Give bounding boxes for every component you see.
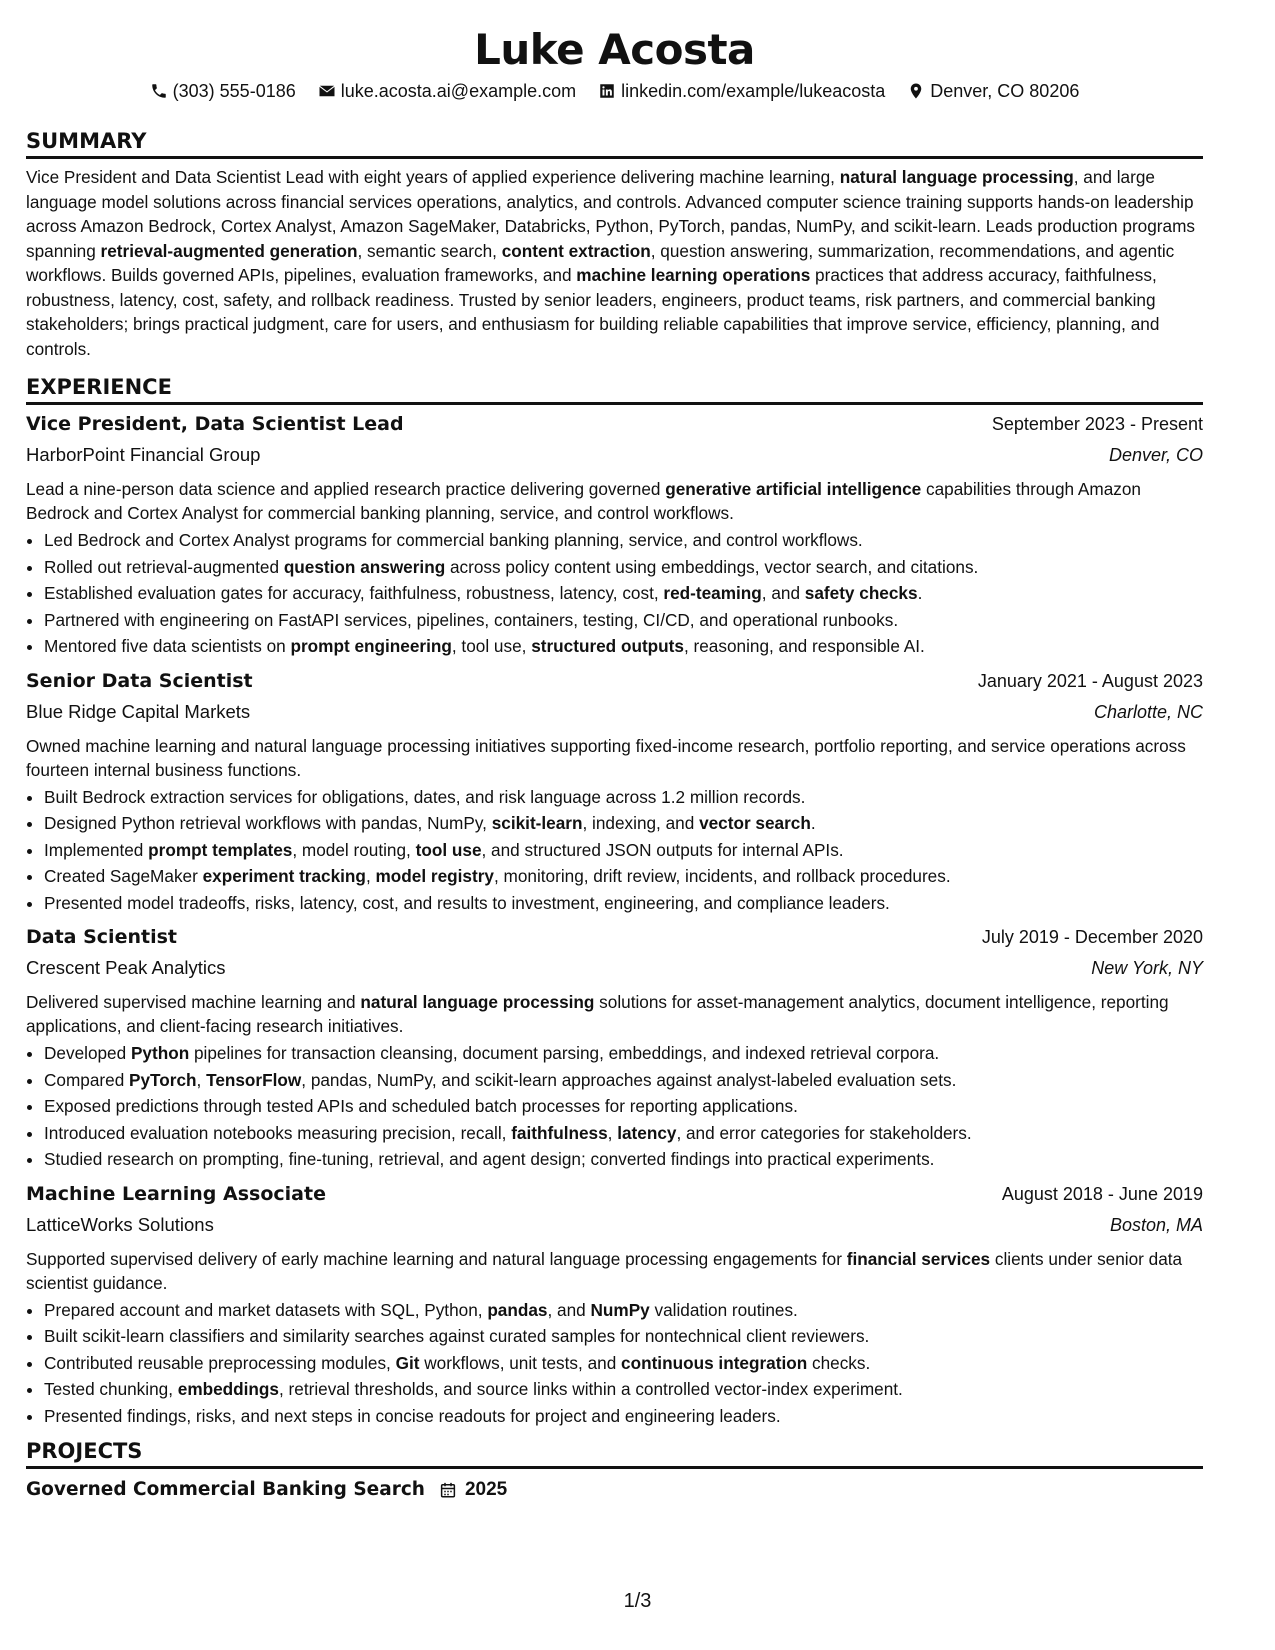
job-location: Denver, CO bbox=[1108, 445, 1203, 465]
project-title: Governed Commercial Banking Search bbox=[26, 1479, 425, 1500]
job-entry bbox=[26, 1179, 1203, 1430]
contact-email[interactable] bbox=[318, 79, 576, 103]
contact-bar bbox=[26, 79, 1203, 103]
text-segment: Presented model tradeoffs, risks, latency, cost, and results to investment, engineering, and compliance leaders. bbox=[44, 892, 890, 913]
job-description bbox=[26, 990, 1203, 1038]
bullet-item bbox=[44, 810, 1203, 837]
project-entry bbox=[26, 1475, 1203, 1505]
bold-text: natural language processing bbox=[360, 992, 595, 1012]
job-bullets bbox=[26, 1297, 1203, 1430]
text-segment: , reasoning, and responsible AI. bbox=[683, 636, 925, 656]
job-dates: January 2021 - August 2023 bbox=[977, 670, 1203, 691]
text-segment: , bbox=[196, 1069, 207, 1090]
bullet-item bbox=[44, 1323, 1203, 1350]
job-title: Machine Learning Associate bbox=[26, 1182, 326, 1205]
text-segment: Created SageMaker bbox=[44, 866, 203, 886]
phone-icon bbox=[150, 82, 168, 100]
text-segment: Introduced evaluation notebooks measuring precision, recall, bbox=[44, 1122, 512, 1143]
text-segment: solutions for asset-management analytics, document intelligence, reporting applications, and client-facing research initiatives. bbox=[26, 992, 1169, 1036]
company-name: Blue Ridge Capital Markets bbox=[26, 700, 251, 722]
contact-linkedin[interactable] bbox=[598, 79, 885, 103]
bold-text: Python bbox=[130, 1043, 190, 1063]
text-segment: Partnered with engineering on FastAPI services, pipelines, containers, testing, CI/CD, and operational runbooks. bbox=[44, 609, 899, 630]
job-title: Data Scientist bbox=[26, 926, 177, 948]
bold-text: Git bbox=[395, 1352, 420, 1373]
project-year-text: 2025 bbox=[464, 1479, 508, 1500]
job-description bbox=[26, 734, 1203, 782]
bullet-item bbox=[44, 580, 1203, 607]
text-segment: , indexing, and bbox=[582, 813, 700, 833]
text-segment: . bbox=[917, 583, 923, 603]
projects-section bbox=[26, 1439, 1203, 1505]
experience-section bbox=[26, 375, 1203, 1429]
text-segment: , and error categories for stakeholders. bbox=[676, 1122, 972, 1143]
text-segment: , pandas, NumPy, and scikit-learn approaches against analyst-labeled evaluation sets. bbox=[301, 1069, 957, 1090]
job-title-row bbox=[26, 922, 1203, 952]
job-title-row bbox=[26, 409, 1203, 439]
text-segment: , and large language model solutions across financial services operations, analytics, and controls. Advanced computer science training supports hands-on leadership across Amazon Bedrock, Cortex Analyst, Amazon SageMaker, Databricks, Python, PyTorch, pandas, NumPy, and scikit-learn. Leads production programs spanning bbox=[26, 167, 1195, 261]
candidate-name: Luke Acosta bbox=[474, 25, 755, 74]
text-segment: , and structured JSON outputs for internal APIs. bbox=[481, 839, 844, 860]
job-entry bbox=[26, 666, 1203, 917]
bullet-item bbox=[44, 633, 1203, 660]
section-heading-projects: PROJECTS bbox=[26, 1439, 1203, 1469]
bullet-item bbox=[44, 1403, 1203, 1430]
text-segment: Designed Python retrieval workflows with pandas, NumPy, bbox=[44, 813, 492, 833]
text-segment: Built Bedrock extraction services for obligations, dates, and risk language across 1.2 million records. bbox=[44, 786, 806, 807]
bold-text: safety checks bbox=[804, 583, 918, 603]
map-pin-icon bbox=[907, 82, 925, 100]
text-segment: , monitoring, drift review, incidents, and rollback procedures. bbox=[493, 866, 951, 886]
text-segment: , and bbox=[761, 583, 805, 603]
location-text: Denver, CO 80206 bbox=[930, 81, 1080, 101]
text-segment: Prepared account and market datasets with SQL, Python, bbox=[44, 1299, 488, 1320]
bold-text: content extraction bbox=[501, 240, 651, 261]
text-segment: Built scikit-learn classifiers and similarity searches against curated samples for nontechnical client reviewers. bbox=[44, 1326, 870, 1346]
linkedin-text: linkedin.com/example/lukeacosta bbox=[621, 81, 886, 101]
text-segment: validation routines. bbox=[649, 1299, 798, 1320]
bullet-item bbox=[44, 1376, 1203, 1403]
bullet-item bbox=[44, 607, 1203, 634]
text-segment: checks. bbox=[807, 1352, 871, 1373]
bullet-item bbox=[44, 527, 1203, 554]
job-dates: August 2018 - June 2019 bbox=[1001, 1183, 1203, 1204]
text-segment: Delivered supervised machine learning and bbox=[26, 992, 361, 1012]
text-segment: , and bbox=[547, 1299, 591, 1320]
text-segment: Implemented bbox=[44, 839, 149, 860]
contact-location bbox=[907, 79, 1079, 103]
text-segment: practices that address accuracy, faithfulness, robustness, latency, cost, safety, and rollback readiness. Trusted by senior leaders, engineers, product teams, risk partners, and commercial banking stakeholders; brings practical judgment, care for users, and enthusiasm for building reliable capabilities that improve service, efficiency, planning, and controls. bbox=[26, 265, 1160, 359]
text-segment: Rolled out retrieval-augmented bbox=[44, 556, 284, 577]
bullet-item bbox=[44, 1146, 1203, 1173]
text-segment: Studied research on prompting, fine-tuning, retrieval, and agent design; converted findings into practical experiments. bbox=[44, 1149, 935, 1169]
bullet-item bbox=[44, 1120, 1203, 1147]
bold-text: pandas bbox=[487, 1299, 548, 1320]
text-segment: Lead a nine-person data science and applied research practice delivering governed bbox=[26, 479, 666, 499]
text-segment: capabilities through Amazon Bedrock and Cortex Analyst for commercial banking planning, service, and control workflows. bbox=[26, 479, 1141, 523]
text-segment: . bbox=[810, 813, 816, 833]
text-segment: Developed bbox=[44, 1043, 131, 1063]
bullet-item bbox=[44, 1350, 1203, 1377]
job-dates: July 2019 - December 2020 bbox=[981, 927, 1203, 947]
bold-text: prompt templates bbox=[148, 839, 293, 860]
bold-text: question answering bbox=[283, 556, 446, 577]
job-bullets bbox=[26, 527, 1203, 660]
section-heading-summary: SUMMARY bbox=[26, 129, 1203, 159]
envelope-icon bbox=[318, 82, 336, 100]
job-title: Senior Data Scientist bbox=[26, 669, 253, 692]
text-segment: Mentored five data scientists on bbox=[44, 636, 291, 656]
bullet-item bbox=[44, 554, 1203, 581]
contact-phone[interactable] bbox=[150, 79, 296, 103]
section-heading-experience: EXPERIENCE bbox=[26, 375, 1203, 405]
job-description bbox=[26, 1247, 1203, 1295]
experience-list bbox=[26, 409, 1203, 1429]
bold-text: experiment tracking bbox=[202, 866, 366, 886]
text-segment: Vice President and Data Scientist Lead with eight years of applied experience delivering machine learning, bbox=[26, 167, 840, 187]
bullet-item bbox=[44, 863, 1203, 890]
project-date bbox=[439, 1479, 507, 1501]
company-name: Crescent Peak Analytics bbox=[26, 957, 226, 978]
text-segment: Established evaluation gates for accuracy, faithfulness, robustness, latency, cost, bbox=[44, 583, 664, 603]
job-dates: September 2023 - Present bbox=[991, 414, 1203, 434]
bold-text: latency bbox=[617, 1122, 677, 1143]
bullet-item bbox=[44, 837, 1203, 864]
text-segment: , bbox=[365, 866, 376, 886]
text-segment: across policy content using embeddings, vector search, and citations. bbox=[445, 556, 979, 577]
bold-text: financial services bbox=[846, 1248, 991, 1269]
company-name: HarborPoint Financial Group bbox=[26, 444, 261, 465]
text-segment: , tool use, bbox=[451, 636, 532, 656]
bullet-item bbox=[44, 1040, 1203, 1067]
bold-text: scikit-learn bbox=[491, 813, 583, 833]
bold-text: PyTorch bbox=[129, 1069, 197, 1090]
bold-text: embeddings bbox=[177, 1379, 279, 1399]
job-title-row bbox=[26, 666, 1203, 696]
bold-text: NumPy bbox=[590, 1299, 650, 1320]
bullet-item bbox=[44, 1067, 1203, 1094]
text-segment: Supported supervised delivery of early machine learning and natural language processing engagements for bbox=[26, 1248, 847, 1269]
bullet-item bbox=[44, 784, 1203, 811]
job-company-row bbox=[26, 439, 1203, 471]
page-number: 1/3 bbox=[623, 1590, 652, 1612]
bold-text: prompt engineering bbox=[290, 636, 452, 656]
job-location: Boston, MA bbox=[1109, 1214, 1203, 1235]
bold-text: structured outputs bbox=[531, 636, 684, 656]
job-company-row bbox=[26, 1209, 1203, 1241]
bullet-item bbox=[44, 890, 1203, 917]
bold-text: generative artificial intelligence bbox=[665, 479, 922, 499]
bold-text: natural language processing bbox=[839, 167, 1074, 187]
phone-text: (303) 555-0186 bbox=[172, 81, 296, 101]
calendar-icon bbox=[439, 1481, 457, 1499]
bold-text: retrieval-augmented generation bbox=[100, 240, 358, 261]
summary-text bbox=[26, 165, 1203, 361]
bold-text: continuous integration bbox=[621, 1352, 808, 1373]
job-description bbox=[26, 477, 1203, 525]
job-title: Vice President, Data Scientist Lead bbox=[26, 413, 404, 435]
text-segment: Compared bbox=[44, 1069, 130, 1090]
job-title-row bbox=[26, 1179, 1203, 1209]
text-segment: , bbox=[607, 1122, 618, 1143]
job-entry bbox=[26, 922, 1203, 1173]
email-text: luke.acosta.ai@example.com bbox=[340, 81, 577, 101]
job-entry bbox=[26, 409, 1203, 660]
text-segment: pipelines for transaction cleansing, document parsing, embeddings, and indexed retrieval corpora. bbox=[189, 1043, 940, 1063]
bold-text: faithfulness bbox=[511, 1122, 608, 1143]
job-company-row bbox=[26, 696, 1203, 728]
job-location: Charlotte, NC bbox=[1093, 701, 1203, 722]
text-segment: Exposed predictions through tested APIs and scheduled batch processes for reporting applications. bbox=[44, 1096, 798, 1116]
job-bullets bbox=[26, 1040, 1203, 1173]
summary-section bbox=[26, 129, 1203, 361]
bold-text: machine learning operations bbox=[576, 265, 811, 285]
bold-text: model registry bbox=[375, 866, 494, 886]
bullet-item bbox=[44, 1297, 1203, 1324]
text-segment: Presented findings, risks, and next steps in concise readouts for project and engineering leaders. bbox=[44, 1405, 781, 1426]
bold-text: TensorFlow bbox=[206, 1069, 302, 1090]
job-bullets bbox=[26, 784, 1203, 917]
text-segment: Owned machine learning and natural language processing initiatives supporting fixed-income research, portfolio reporting, and service operations across fourteen internal business functions. bbox=[26, 735, 1186, 780]
job-company-row bbox=[26, 952, 1203, 984]
bold-text: vector search bbox=[699, 813, 811, 833]
text-segment: , semantic search, bbox=[357, 240, 502, 261]
text-segment: Tested chunking, bbox=[44, 1379, 178, 1399]
text-segment: Led Bedrock and Cortex Analyst programs for commercial banking planning, service, and control workflows. bbox=[44, 530, 863, 550]
job-location: New York, NY bbox=[1091, 958, 1203, 978]
bold-text: red-teaming bbox=[663, 583, 762, 603]
text-segment: , model routing, bbox=[292, 839, 416, 860]
company-name: LatticeWorks Solutions bbox=[26, 1213, 214, 1235]
text-segment: Contributed reusable preprocessing modules, bbox=[44, 1352, 396, 1373]
text-segment: workflows, unit tests, and bbox=[419, 1352, 622, 1373]
linkedin-icon bbox=[598, 82, 616, 100]
text-segment: , question answering, summarization, recommendations, and agentic workflows. Builds governed APIs, pipelines, evaluation frameworks, and bbox=[26, 240, 1175, 285]
text-segment: , retrieval thresholds, and source links within a controlled vector-index experiment. bbox=[279, 1379, 903, 1399]
text-segment: clients under senior data scientist guidance. bbox=[26, 1248, 1183, 1293]
bullet-item bbox=[44, 1093, 1203, 1120]
bold-text: tool use bbox=[415, 839, 482, 860]
